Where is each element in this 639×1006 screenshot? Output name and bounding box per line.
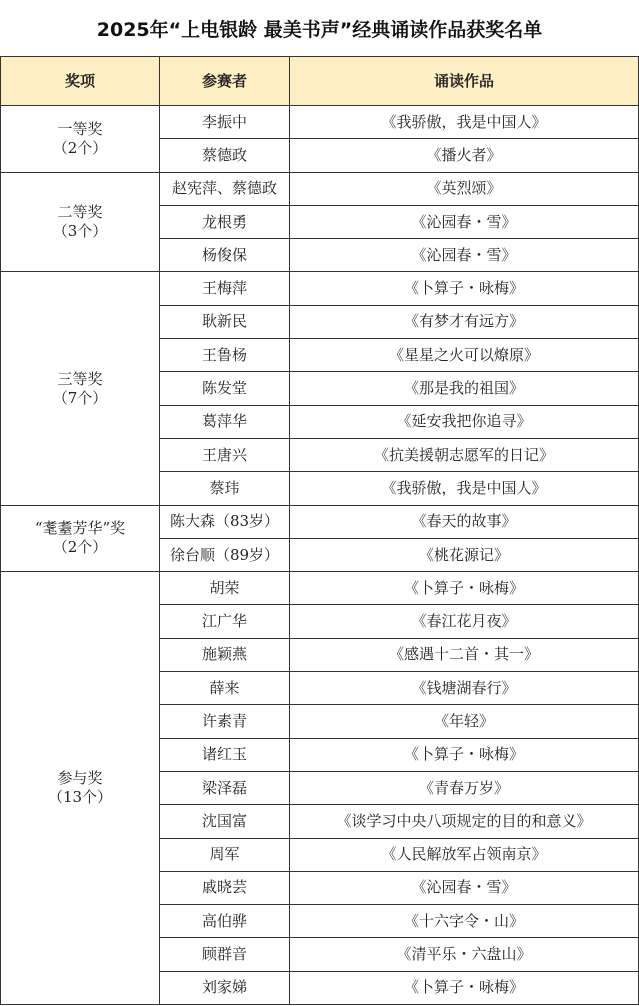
work-cell: 《沁园春・雪》 — [290, 239, 639, 272]
participant-cell: 徐台顺（89岁） — [160, 538, 290, 571]
participant-cell: 江广华 — [160, 605, 290, 638]
participant-cell: 顾群音 — [160, 938, 290, 971]
award-cell — [1, 572, 160, 1005]
table-row — [1, 106, 639, 139]
work-cell: 《青春万岁》 — [290, 771, 639, 804]
award-name: 参与奖 — [57, 769, 103, 788]
participant-cell: 赵宪萍、蔡德政 — [160, 172, 290, 205]
table-row — [1, 572, 639, 605]
participant-cell: 陈发堂 — [160, 372, 290, 405]
work-cell: 《卜算子・咏梅》 — [290, 272, 639, 305]
participant-cell: 王鲁杨 — [160, 339, 290, 372]
work-cell: 《有梦才有远方》 — [290, 305, 639, 338]
work-cell: 《星星之火可以燎原》 — [290, 339, 639, 372]
participant-cell: 蔡德政 — [160, 139, 290, 172]
work-cell: 《抗美援朝志愿军的日记》 — [290, 438, 639, 471]
participant-cell: 胡荣 — [160, 572, 290, 605]
work-cell: 《卜算子・咏梅》 — [290, 572, 639, 605]
participant-cell: 蔡玮 — [160, 472, 290, 505]
work-cell: 《人民解放军占领南京》 — [290, 838, 639, 871]
work-cell: 《清平乐・六盘山》 — [290, 938, 639, 971]
award-count: （13个） — [47, 788, 113, 807]
participant-cell: 诸红玉 — [160, 738, 290, 771]
work-cell: 《桃花源记》 — [290, 538, 639, 571]
work-cell: 《春江花月夜》 — [290, 605, 639, 638]
work-cell: 《十六字令・山》 — [290, 905, 639, 938]
participant-cell: 王唐兴 — [160, 438, 290, 471]
participant-cell: 龙根勇 — [160, 205, 290, 238]
award-cell — [1, 106, 160, 173]
participant-cell: 耿新民 — [160, 305, 290, 338]
work-cell: 《感遇十二首・其一》 — [290, 638, 639, 671]
award-cell — [1, 505, 160, 572]
award-name: “耄耋芳华”奖 — [34, 519, 126, 538]
header-participant: 参赛者 — [160, 57, 290, 106]
work-cell: 《英烈颂》 — [290, 172, 639, 205]
page-title: 2025年“上电银龄 最美书声”经典诵读作品获奖名单 — [96, 18, 543, 41]
award-count: （2个） — [52, 538, 108, 557]
participant-cell: 杨俊保 — [160, 239, 290, 272]
participant-cell: 梁泽磊 — [160, 771, 290, 804]
participant-cell: 施颖燕 — [160, 638, 290, 671]
award-count: （2个） — [52, 138, 108, 157]
table-row — [1, 172, 639, 205]
work-cell: 《播火者》 — [290, 139, 639, 172]
award-name: 三等奖 — [57, 369, 103, 388]
work-cell: 《春天的故事》 — [290, 505, 639, 538]
award-table — [0, 56, 639, 1005]
award-count: （7个） — [52, 388, 108, 407]
table-body — [1, 106, 639, 1005]
table-row — [1, 505, 639, 538]
participant-cell: 周军 — [160, 838, 290, 871]
participant-cell: 高伯骅 — [160, 905, 290, 938]
participant-cell: 葛萍华 — [160, 405, 290, 438]
participant-cell: 刘家娣 — [160, 971, 290, 1004]
participant-cell: 王梅萍 — [160, 272, 290, 305]
participant-cell: 许素青 — [160, 705, 290, 738]
work-cell: 《我骄傲，我是中国人》 — [290, 472, 639, 505]
work-cell: 《那是我的祖国》 — [290, 372, 639, 405]
work-cell: 《谈学习中央八项规定的目的和意义》 — [290, 805, 639, 838]
participant-cell: 陈大森（83岁） — [160, 505, 290, 538]
award-cell — [1, 272, 160, 505]
work-cell: 《年轻》 — [290, 705, 639, 738]
work-cell: 《卜算子・咏梅》 — [290, 971, 639, 1004]
participant-cell: 戚晓芸 — [160, 871, 290, 904]
work-cell: 《我骄傲，我是中国人》 — [290, 106, 639, 139]
work-cell: 《钱塘湖春行》 — [290, 672, 639, 705]
work-cell: 《沁园春・雪》 — [290, 205, 639, 238]
participant-cell: 李振中 — [160, 106, 290, 139]
work-cell: 《延安我把你追寻》 — [290, 405, 639, 438]
participant-cell: 薛来 — [160, 672, 290, 705]
award-count: （3个） — [52, 222, 108, 241]
header-work: 诵读作品 — [290, 57, 639, 106]
table-header-row — [1, 57, 639, 106]
award-name: 二等奖 — [57, 203, 103, 222]
award-name: 一等奖 — [57, 119, 103, 138]
award-cell — [1, 172, 160, 272]
header-award: 奖项 — [1, 57, 160, 106]
table-row — [1, 272, 639, 305]
work-cell: 《沁园春・雪》 — [290, 871, 639, 904]
participant-cell: 沈国富 — [160, 805, 290, 838]
work-cell: 《卜算子・咏梅》 — [290, 738, 639, 771]
